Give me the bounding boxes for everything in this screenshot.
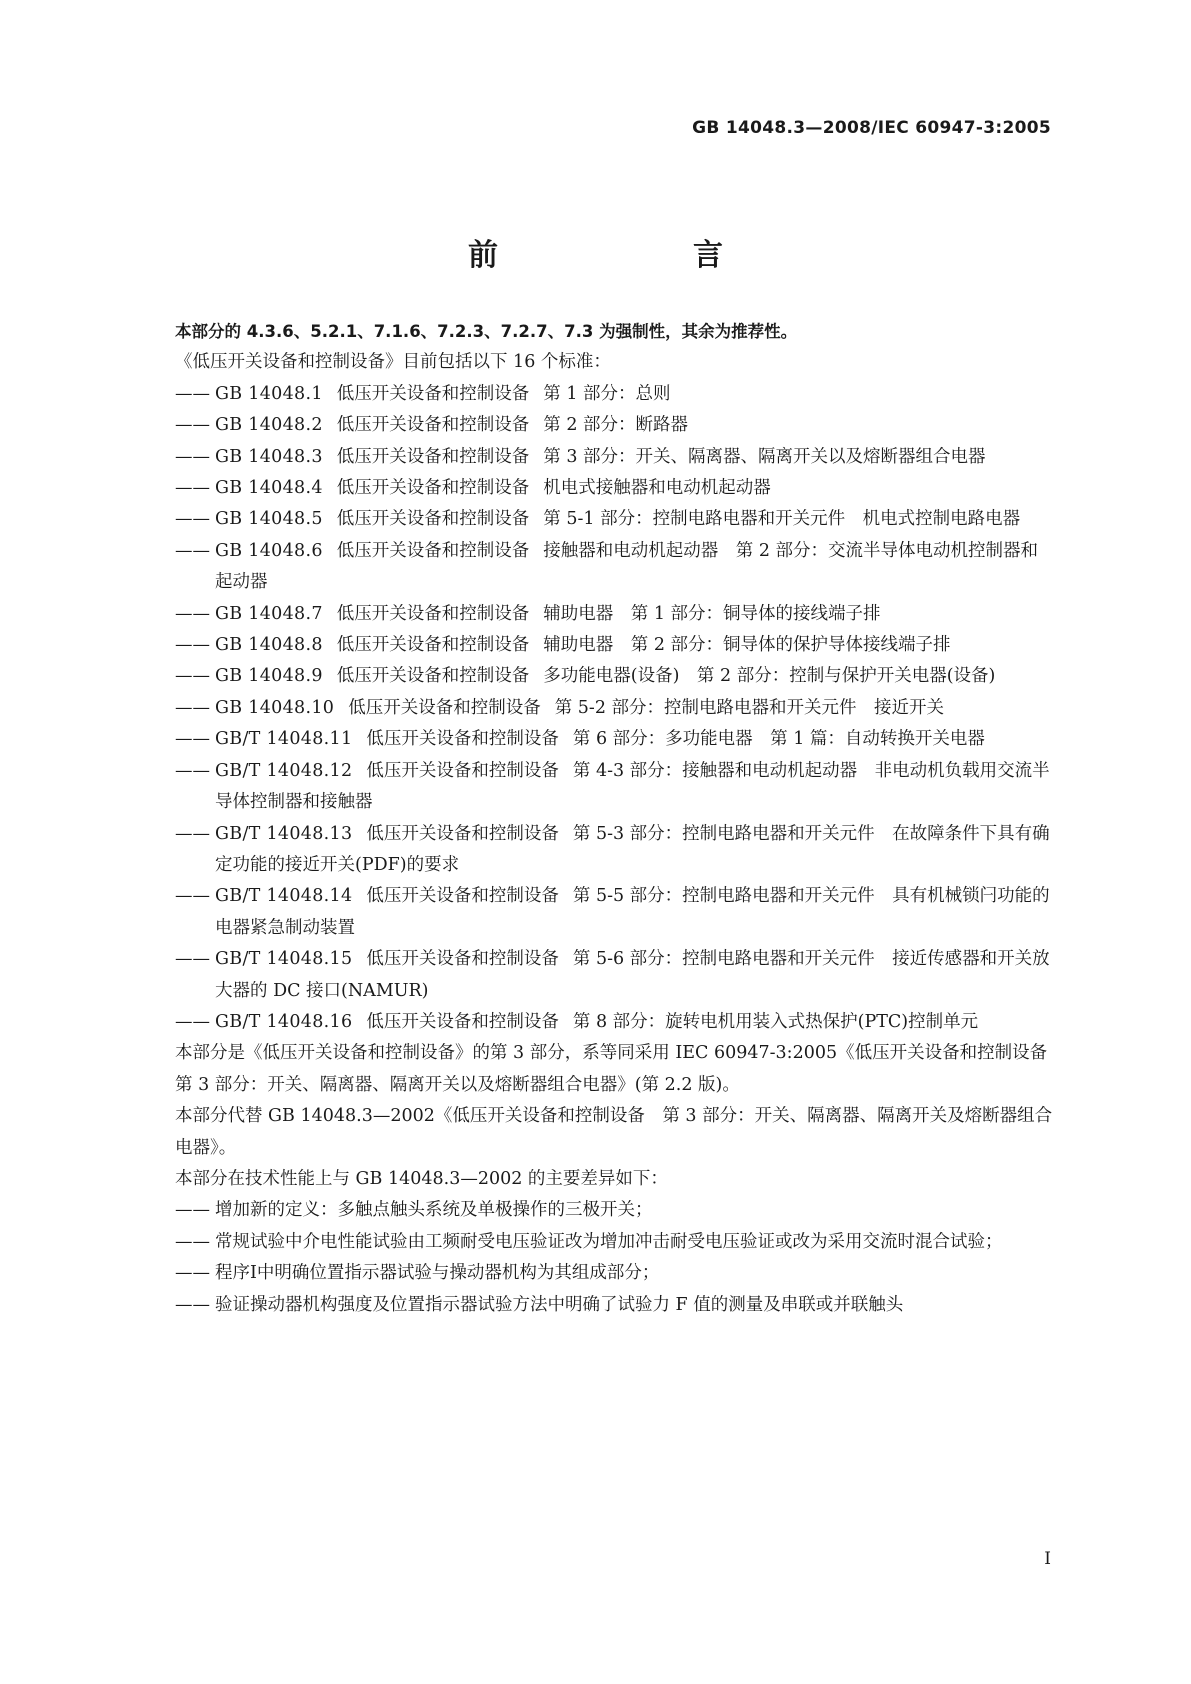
list-dash: ——: [175, 1011, 210, 1032]
mandatory-statement: 本部分的 4.3.6、5.2.1、7.1.6、7.2.3、7.2.7、7.3 为强制性，其余为推荐性。: [175, 322, 798, 341]
document-body: [135, 316, 1065, 1321]
standard-part: 第 1 部分：总则: [543, 383, 671, 404]
standard-name: 低压开关设备和控制设备: [348, 697, 541, 718]
standard-part: 第 5-5 部分：控制电路电器和开关元件 具有机械锁闩功能的电器紧急制动装置: [215, 886, 1050, 938]
paragraph-replaces: 本部分代替 GB 14048.3—2002《低压开关设备和控制设备 第 3 部分：开关、隔离器、隔离开关及熔断器组合电器》。: [175, 1106, 1053, 1158]
standard-list-item: [135, 473, 1055, 504]
standard-part: 第 5-6 部分：控制电路电器和开关元件 接近传感器和开关放大器的 DC 接口(NAMUR): [215, 949, 1050, 1001]
standard-ref: GB/T 14048.11: [215, 729, 353, 750]
paragraph-adoption: 本部分是《低压开关设备和控制设备》的第 3 部分，系等同采用 IEC 60947-3:2005《低压开关设备和控制设备 第 3 部分：开关、隔离器、隔离开关以及熔断器组合电器》(第 2.2 版)。: [175, 1043, 1065, 1095]
list-dash: ——: [175, 949, 210, 970]
difference-text: 常规试验中介电性能试验由工频耐受电压验证改为增加冲击耐受电压验证或改为采用交流时混合试验；: [215, 1231, 1003, 1252]
standard-ref: GB 14048.1: [215, 383, 323, 404]
standard-ref: GB/T 14048.12: [215, 760, 353, 781]
list-dash: ——: [175, 415, 210, 436]
standards-list: [135, 379, 1055, 1039]
standard-part: 第 5-1 部分：控制电路电器和开关元件 机电式控制电路电器: [543, 509, 1021, 530]
standard-list-item: [135, 379, 1055, 410]
standard-text: [215, 379, 1055, 410]
standard-part: 辅助电器 第 1 部分：铜导体的接线端子排: [543, 603, 881, 624]
standard-list-item: [135, 661, 1055, 692]
standard-name: 低压开关设备和控制设备: [336, 446, 530, 467]
standard-list-item: [135, 1007, 1055, 1038]
standard-list-item: [135, 756, 1055, 819]
standard-text: [215, 661, 1055, 692]
list-dash: ——: [175, 823, 210, 844]
list-dash: ——: [175, 1200, 210, 1221]
standard-part: 机电式接触器和电动机起动器: [543, 478, 771, 499]
standard-part: 辅助电器 第 2 部分：铜导体的保护导体接线端子排: [543, 635, 951, 656]
difference-list-item: [135, 1227, 1055, 1258]
standard-list-item: [135, 944, 1055, 1007]
standard-text: [215, 944, 1055, 1007]
list-dash: ——: [175, 446, 210, 467]
standard-name: 低压开关设备和控制设备: [366, 760, 559, 781]
standard-ref: GB 14048.2: [215, 415, 323, 436]
standard-text: [215, 504, 1055, 535]
differences-list: [135, 1195, 1055, 1321]
list-dash: ——: [175, 478, 210, 499]
standard-name: 低压开关设备和控制设备: [336, 603, 530, 624]
standard-name: 低压开关设备和控制设备: [336, 540, 530, 561]
list-dash: ——: [175, 666, 210, 687]
standard-name: 低压开关设备和控制设备: [366, 729, 559, 750]
difference-text: 程序Ⅰ中明确位置指示器试验与操动器机构为其组成部分；: [215, 1263, 660, 1284]
standard-text: [215, 1007, 1055, 1038]
list-dash: ——: [175, 509, 210, 530]
difference-list-item: [135, 1258, 1055, 1289]
standard-ref: GB 14048.4: [215, 478, 323, 499]
list-dash: ——: [175, 540, 210, 561]
standard-part: 第 4-3 部分：接触器和电动机起动器 非电动机负载用交流半导体控制器和接触器: [215, 760, 1050, 813]
standard-part: 第 6 部分：多功能电器 第 1 篇：自动转换开关电器: [572, 729, 985, 750]
list-dash: ——: [175, 886, 210, 907]
standard-text: [215, 630, 1055, 661]
standard-ref: GB/T 14048.15: [215, 949, 353, 970]
list-dash: ——: [175, 635, 210, 656]
standard-name: 低压开关设备和控制设备: [336, 478, 530, 499]
standard-list-item: [135, 599, 1055, 630]
standard-list-item: [135, 724, 1055, 755]
list-dash: ——: [175, 697, 210, 718]
page-title: 前 言: [468, 238, 768, 273]
standard-part: 接触器和电动机起动器 第 2 部分：交流半导体电动机控制器和起动器: [215, 540, 1039, 593]
page-number: Ⅰ: [1044, 1549, 1051, 1569]
standard-list-item: [135, 410, 1055, 441]
standard-name: 低压开关设备和控制设备: [366, 886, 559, 907]
standard-text: [215, 473, 1055, 504]
standard-text: [215, 819, 1055, 882]
list-dash: ——: [175, 1263, 210, 1284]
standard-ref: GB 14048.6: [215, 540, 323, 561]
standard-part: 第 5-3 部分：控制电路电器和开关元件 在故障条件下具有确定功能的接近开关(PDF)的要求: [215, 823, 1050, 875]
standard-name: 低压开关设备和控制设备: [336, 635, 530, 656]
standard-ref: GB 14048.5: [215, 509, 323, 530]
standard-ref: GB 14048.7: [215, 603, 323, 624]
standard-text: [215, 724, 1055, 755]
standard-text: [215, 881, 1055, 944]
standard-ref: GB 14048.8: [215, 635, 323, 656]
standard-name: 低压开关设备和控制设备: [366, 1011, 559, 1032]
standard-ref: GB/T 14048.14: [215, 886, 353, 907]
standard-part: 第 3 部分：开关、隔离器、隔离开关以及熔断器组合电器: [543, 446, 986, 467]
standard-part: 第 2 部分：断路器: [543, 415, 689, 436]
difference-list-item: [135, 1195, 1055, 1226]
standard-name: 低压开关设备和控制设备: [366, 949, 559, 970]
standard-list-item: [135, 504, 1055, 535]
standard-text: [215, 599, 1055, 630]
list-dash: ——: [175, 603, 210, 624]
standard-ref: GB/T 14048.16: [215, 1011, 353, 1032]
list-dash: ——: [175, 1231, 210, 1252]
standard-name: 低压开关设备和控制设备: [336, 509, 530, 530]
document-code: GB 14048.3—2008/IEC 60947-3:2005: [692, 118, 1051, 138]
standard-ref: GB 14048.3: [215, 446, 323, 467]
standard-list-item: [135, 442, 1055, 473]
standard-ref: GB 14048.9: [215, 666, 323, 687]
standard-ref: GB 14048.10: [215, 697, 335, 718]
list-dash: ——: [175, 383, 210, 404]
standard-name: 低压开关设备和控制设备: [336, 666, 530, 687]
standard-list-item: [135, 693, 1055, 724]
difference-text: 增加新的定义：多触点触头系统及单极操作的三极开关；: [215, 1200, 653, 1221]
standard-text: [215, 536, 1055, 599]
standard-ref: GB/T 14048.13: [215, 823, 353, 844]
standard-text: [215, 410, 1055, 441]
standard-part: 第 5-2 部分：控制电路电器和开关元件 接近开关: [554, 697, 945, 718]
difference-text: 验证操动器机构强度及位置指示器试验方法中明确了试验力 F 值的测量及串联或并联触头: [215, 1294, 904, 1315]
standard-part: 第 8 部分：旋转电机用装入式热保护(PTC)控制单元: [572, 1011, 979, 1032]
standard-list-item: [135, 881, 1055, 944]
standard-text: [215, 693, 1055, 724]
list-dash: ——: [175, 729, 210, 750]
list-dash: ——: [175, 760, 210, 781]
standard-list-item: [135, 536, 1055, 599]
standard-name: 低压开关设备和控制设备: [336, 415, 530, 436]
standard-list-item: [135, 819, 1055, 882]
paragraph-differences-intro: 本部分在技术性能上与 GB 14048.3—2002 的主要差异如下：: [175, 1168, 668, 1189]
standard-part: 多功能电器(设备) 第 2 部分：控制与保护开关电器(设备): [543, 666, 996, 687]
list-dash: ——: [175, 1294, 210, 1315]
standard-text: [215, 442, 1055, 473]
standard-name: 低压开关设备和控制设备: [366, 823, 559, 844]
intro-paragraph: 《低压开关设备和控制设备》目前包括以下 16 个标准：: [175, 352, 611, 373]
standard-name: 低压开关设备和控制设备: [336, 383, 530, 404]
standard-list-item: [135, 630, 1055, 661]
difference-list-item: [135, 1290, 1055, 1321]
standard-text: [215, 756, 1055, 819]
